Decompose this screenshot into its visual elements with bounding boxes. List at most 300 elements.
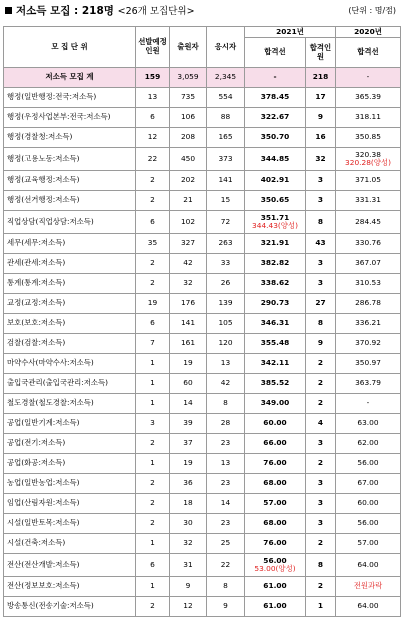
- cell-unit: [4, 454, 136, 474]
- cell-applicants-value: 12: [183, 601, 193, 611]
- cell-pass-2020: [336, 191, 401, 211]
- cell-applicants: [170, 171, 207, 191]
- cell-quota-2021: [306, 414, 336, 434]
- cell-pass-2020-value: 57.00: [357, 538, 379, 548]
- cell-quota-value: 2: [150, 498, 155, 508]
- cell-applicants: [170, 597, 207, 617]
- cell-quota-value: 1: [150, 581, 155, 591]
- cell-quota: [136, 334, 170, 354]
- table-row: [4, 334, 401, 354]
- cell-applicants-value: 37: [183, 438, 193, 448]
- cell-takers-value: 165: [218, 132, 233, 142]
- cell-pass-2021: [245, 254, 306, 274]
- cell-pass-2021: [245, 191, 306, 211]
- cell-quota-2021: [306, 534, 336, 554]
- table-row: [4, 454, 401, 474]
- cell-applicants: [170, 211, 207, 234]
- cell-unit: [4, 274, 136, 294]
- cell-unit: [4, 294, 136, 314]
- cell-quota: [136, 274, 170, 294]
- cell-takers: [207, 414, 245, 434]
- cell-quota: [136, 474, 170, 494]
- cell-unit-value: 세무(세무:저소득): [7, 238, 66, 248]
- cell-applicants: [170, 254, 207, 274]
- cell-quota: [136, 314, 170, 334]
- header-group-2021: 2021년: [245, 27, 336, 38]
- cell-applicants: [170, 108, 207, 128]
- cell-unit: [4, 88, 136, 108]
- cell-unit-value: 직업상담(직업상담:저소득): [7, 216, 94, 226]
- cell-takers-value: 9: [223, 601, 228, 611]
- cell-applicants-value: 141: [180, 318, 196, 328]
- header-quota-text: 선발예정인원: [138, 37, 167, 55]
- cell-pass-2020: [336, 554, 401, 577]
- cell-unit-value: 전산(전산개발:저소득): [7, 559, 80, 569]
- cell-pass-2021: [245, 274, 306, 294]
- cell-pass-2020: [336, 434, 401, 454]
- cell-quota-2021: [306, 354, 336, 374]
- cell-takers: [207, 234, 245, 254]
- cell-quota-value: 35: [147, 238, 158, 248]
- cell-unit-value: 교정(교정:저소득): [7, 298, 66, 308]
- sum-applicants: 3,059: [170, 68, 207, 88]
- cell-quota-2021-value: 8: [317, 318, 324, 328]
- cell-quota-2021-value: 43: [315, 238, 326, 248]
- cell-takers: [207, 211, 245, 234]
- cell-unit: [4, 171, 136, 191]
- table-row: [4, 191, 401, 211]
- cell-quota-2021-value: 3: [317, 478, 324, 488]
- cell-applicants-value: 14: [183, 398, 193, 408]
- table-row: [4, 128, 401, 148]
- cell-quota: [136, 88, 170, 108]
- cell-takers: [207, 494, 245, 514]
- cell-quota-2021-value: 2: [317, 398, 324, 408]
- cell-applicants-value: 176: [180, 298, 196, 308]
- cell-quota: [136, 234, 170, 254]
- table-row: [4, 474, 401, 494]
- cell-applicants-value: 19: [183, 458, 193, 468]
- cell-quota-value: 22: [147, 153, 158, 163]
- sum-quota-2021: 218: [306, 68, 336, 88]
- cell-unit-value: 검찰(검찰:저소득): [7, 338, 66, 348]
- cell-pass-2021-value: 56.00: [263, 555, 287, 565]
- page-title: [16, 3, 195, 18]
- table-row: [4, 108, 401, 128]
- cell-pass-2020-value: 331.31: [355, 195, 381, 205]
- table-row: [4, 414, 401, 434]
- cell-takers: [207, 354, 245, 374]
- cell-applicants: [170, 148, 207, 171]
- pass-2021-note: 344.43(양성): [252, 221, 298, 230]
- header-pass-2020: 합격선: [336, 38, 401, 68]
- cell-quota: [136, 211, 170, 234]
- cell-takers: [207, 434, 245, 454]
- cell-pass-2021: [245, 554, 306, 577]
- cell-applicants: [170, 474, 207, 494]
- cell-unit: [4, 494, 136, 514]
- cell-pass-2021-value: 60.00: [263, 418, 287, 428]
- cell-pass-2020-value: 320.38: [355, 149, 381, 159]
- cell-pass-2020: [336, 414, 401, 434]
- cell-quota-2021-value: 2: [317, 378, 324, 388]
- cell-quota-2021-value: 16: [315, 132, 326, 142]
- cell-quota-2021-value: 1: [317, 601, 324, 611]
- cell-quota-2021-value: 9: [317, 338, 324, 348]
- cell-applicants: [170, 274, 207, 294]
- cell-pass-2020: [336, 88, 401, 108]
- cell-applicants-value: 102: [180, 216, 196, 226]
- table-body: [4, 68, 401, 617]
- cell-applicants: [170, 234, 207, 254]
- cell-pass-2020-value: 363.79: [355, 378, 381, 388]
- cell-quota-2021-value: 3: [317, 438, 324, 448]
- table-row: [4, 554, 401, 577]
- cell-pass-2020: [336, 274, 401, 294]
- cell-takers-value: 15: [220, 195, 231, 205]
- cell-pass-2021-value: 346.31: [260, 318, 290, 328]
- cell-applicants: [170, 394, 207, 414]
- cell-pass-2020-value: 56.00: [357, 458, 379, 468]
- cell-takers-value: 373: [218, 153, 233, 163]
- cell-pass-2020: [336, 354, 401, 374]
- cell-pass-2020-value: 64.00: [357, 601, 379, 611]
- cell-pass-2020-value: 60.00: [357, 498, 379, 508]
- table-row: [4, 394, 401, 414]
- cell-quota-value: 13: [147, 92, 158, 102]
- cell-quota: [136, 354, 170, 374]
- cell-quota-value: 2: [150, 518, 155, 528]
- table-row: [4, 211, 401, 234]
- cell-quota-value: 2: [150, 175, 155, 185]
- cell-unit-value: 행정(선거행정:저소득): [7, 195, 80, 205]
- cell-takers-value: 263: [218, 238, 233, 248]
- table-row: [4, 434, 401, 454]
- cell-takers-value: 22: [220, 559, 231, 569]
- cell-pass-2021-value: 322.67: [260, 112, 290, 122]
- cell-pass-2021-value: 385.52: [260, 378, 290, 388]
- cell-pass-2021-value: 61.00: [263, 601, 287, 611]
- header-quota-2021: [306, 38, 336, 68]
- table-row: [4, 88, 401, 108]
- cell-pass-2021-value: 338.62: [260, 278, 290, 288]
- cell-pass-2021: [245, 294, 306, 314]
- cell-applicants-value: 32: [183, 538, 193, 548]
- cell-unit: [4, 597, 136, 617]
- cell-applicants-value: 161: [180, 338, 196, 348]
- cell-takers-value: 23: [220, 438, 231, 448]
- cell-unit: [4, 254, 136, 274]
- cell-unit-value: 행정(경찰청:저소득): [7, 132, 73, 142]
- cell-quota-value: 6: [150, 216, 155, 226]
- cell-pass-2020-value: 286.78: [355, 298, 381, 308]
- cell-unit: [4, 554, 136, 577]
- cell-unit: [4, 394, 136, 414]
- sum-row: [4, 68, 401, 88]
- table-row: [4, 314, 401, 334]
- cell-quota: [136, 534, 170, 554]
- cell-pass-2021-value: 57.00: [263, 498, 287, 508]
- cell-applicants: [170, 494, 207, 514]
- sum-quota: 159: [136, 68, 170, 88]
- cell-quota: [136, 494, 170, 514]
- cell-quota-value: 2: [150, 601, 155, 611]
- cell-pass-2020-value: 350.97: [355, 358, 381, 368]
- cell-quota-value: 19: [147, 298, 158, 308]
- cell-pass-2021-value: 61.00: [263, 581, 287, 591]
- cell-unit: [4, 234, 136, 254]
- cell-pass-2021-value: 342.11: [260, 358, 290, 368]
- cell-unit-value: 관세(관세:저소득): [7, 258, 66, 268]
- cell-takers: [207, 394, 245, 414]
- cell-quota: [136, 394, 170, 414]
- cell-quota-2021: [306, 514, 336, 534]
- cell-quota-2021: [306, 88, 336, 108]
- cell-pass-2020: [336, 394, 401, 414]
- cell-takers: [207, 597, 245, 617]
- cell-takers: [207, 514, 245, 534]
- header-takers: 응시자: [207, 27, 245, 68]
- cell-unit-value: 마약수사(마약수사:저소득): [7, 358, 94, 368]
- cell-unit-value: 공업(화공:저소득): [7, 458, 66, 468]
- cell-pass-2021-value: 382.82: [260, 258, 290, 268]
- cell-applicants: [170, 414, 207, 434]
- unit-note: (단위 : 명/점): [348, 6, 396, 15]
- table-row: [4, 534, 401, 554]
- cell-pass-2020: [336, 597, 401, 617]
- table-row: [4, 274, 401, 294]
- cell-pass-2021: [245, 494, 306, 514]
- table-row: [4, 354, 401, 374]
- cell-quota-value: 3: [150, 418, 155, 428]
- cell-applicants: [170, 88, 207, 108]
- cell-pass-2021: [245, 514, 306, 534]
- cell-takers-value: 105: [218, 318, 233, 328]
- cell-pass-2021: [245, 374, 306, 394]
- pass-2020-note: 320.28(양성): [345, 158, 391, 167]
- cell-applicants: [170, 514, 207, 534]
- header-unit: 모 집 단 위: [4, 27, 136, 68]
- cell-quota-2021-value: 3: [317, 195, 324, 205]
- cell-quota: [136, 554, 170, 577]
- table-row: [4, 171, 401, 191]
- cell-quota-2021-value: 32: [315, 153, 326, 163]
- cell-unit: [4, 148, 136, 171]
- cell-takers-value: 26: [220, 278, 231, 288]
- cell-unit-value: 행정(교육행정:저소득): [7, 175, 80, 185]
- cell-quota: [136, 108, 170, 128]
- cell-unit: [4, 354, 136, 374]
- sum-takers: 2,345: [207, 68, 245, 88]
- cell-pass-2020-value: 284.45: [355, 216, 381, 226]
- cell-takers-value: 8: [223, 581, 228, 591]
- cell-takers: [207, 454, 245, 474]
- cell-pass-2021: [245, 474, 306, 494]
- cell-quota-value: 6: [150, 112, 155, 122]
- cell-quota-value: 1: [150, 458, 155, 468]
- cell-unit: [4, 191, 136, 211]
- cell-pass-2021-value: 68.00: [263, 478, 287, 488]
- cell-quota-2021-value: 3: [317, 258, 324, 268]
- cell-quota-value: 2: [150, 195, 155, 205]
- cell-pass-2020-value: 56.00: [357, 518, 379, 528]
- cell-pass-2020-value: -: [366, 398, 370, 408]
- cell-pass-2021-value: 66.00: [263, 438, 287, 448]
- cell-pass-2020-value: 350.85: [355, 132, 381, 142]
- cell-unit-value: 농업(일반농업:저소득): [7, 478, 80, 488]
- table-row: [4, 514, 401, 534]
- cell-quota: [136, 514, 170, 534]
- cell-quota-2021: [306, 494, 336, 514]
- cell-unit: [4, 314, 136, 334]
- cell-quota-2021: [306, 191, 336, 211]
- cell-pass-2020-value: 63.00: [357, 418, 379, 428]
- cell-pass-2020-value: 330.76: [355, 238, 381, 248]
- cell-takers: [207, 554, 245, 577]
- cell-applicants: [170, 191, 207, 211]
- cell-quota-2021-value: 3: [317, 498, 324, 508]
- cell-applicants-value: 327: [180, 238, 196, 248]
- cell-takers-value: 33: [220, 258, 231, 268]
- cell-applicants: [170, 334, 207, 354]
- cell-takers: [207, 274, 245, 294]
- cell-takers: [207, 374, 245, 394]
- title-text: 저소득 모집 : 218명: [16, 5, 114, 17]
- cell-takers-value: 42: [220, 378, 231, 388]
- cell-pass-2020: [336, 534, 401, 554]
- cell-quota-value: 1: [150, 358, 155, 368]
- table-row: [4, 494, 401, 514]
- cell-quota-2021: [306, 274, 336, 294]
- cell-takers-value: 72: [220, 216, 231, 226]
- cell-applicants-value: 450: [180, 153, 196, 163]
- cell-quota: [136, 254, 170, 274]
- cell-quota-value: 2: [150, 258, 155, 268]
- cell-applicants: [170, 554, 207, 577]
- cell-quota-value: 7: [150, 338, 155, 348]
- cell-quota: [136, 414, 170, 434]
- cell-pass-2020-value: 62.00: [357, 438, 379, 448]
- cell-unit: [4, 534, 136, 554]
- cell-quota-2021-value: 3: [317, 278, 324, 288]
- cell-quota-value: 2: [150, 278, 155, 288]
- cell-unit: [4, 434, 136, 454]
- cell-pass-2020: [336, 334, 401, 354]
- cell-quota-2021: [306, 148, 336, 171]
- cell-applicants-value: 31: [183, 559, 193, 569]
- cell-quota-value: 1: [150, 398, 155, 408]
- cell-pass-2021-value: 349.00: [260, 398, 290, 408]
- cell-pass-2020: [336, 474, 401, 494]
- cell-quota-2021-value: 2: [317, 458, 324, 468]
- table-row: [4, 234, 401, 254]
- cell-quota-2021-value: 3: [317, 175, 324, 185]
- cell-unit-value: 출입국관리(출입국관리:저소득): [7, 378, 109, 388]
- table-row: [4, 294, 401, 314]
- cell-pass-2020-value: 64.00: [357, 559, 379, 569]
- cell-takers: [207, 334, 245, 354]
- cell-quota: [136, 294, 170, 314]
- cell-pass-2021-value: 351.71: [260, 212, 290, 222]
- cell-takers: [207, 474, 245, 494]
- cell-quota-value: 1: [150, 378, 155, 388]
- cell-takers-value: 23: [220, 478, 231, 488]
- cell-unit-value: 공업(전기:저소득): [7, 438, 66, 448]
- cell-unit-value: 시설(건축:저소득): [7, 538, 66, 548]
- cell-takers: [207, 254, 245, 274]
- header-quota: [136, 27, 170, 68]
- cell-applicants: [170, 434, 207, 454]
- table-row: [4, 254, 401, 274]
- cell-applicants: [170, 294, 207, 314]
- cell-pass-2021-value: 321.91: [260, 238, 290, 248]
- cell-applicants: [170, 354, 207, 374]
- cell-takers-value: 554: [218, 92, 233, 102]
- cell-takers-value: 14: [220, 498, 231, 508]
- cell-pass-2020-value: 365.39: [355, 92, 381, 102]
- cell-quota-2021: [306, 434, 336, 454]
- cell-pass-2020: [336, 234, 401, 254]
- cell-takers-value: 120: [218, 338, 233, 348]
- cell-unit-value: 행정(우정사업본부:전국:저소득): [7, 112, 111, 122]
- cell-quota: [136, 191, 170, 211]
- cell-unit: [4, 334, 136, 354]
- cell-quota: [136, 128, 170, 148]
- cell-quota: [136, 171, 170, 191]
- cell-takers: [207, 128, 245, 148]
- cell-takers: [207, 191, 245, 211]
- cell-pass-2021: [245, 128, 306, 148]
- cell-pass-2021-value: 290.73: [260, 298, 290, 308]
- cell-quota-value: 6: [150, 559, 155, 569]
- cell-applicants: [170, 454, 207, 474]
- cell-applicants-value: 42: [183, 258, 193, 268]
- cell-pass-2020-value: 367.07: [355, 258, 381, 268]
- cell-quota-2021: [306, 294, 336, 314]
- recruitment-table: [3, 26, 401, 617]
- cell-quota-value: 2: [150, 478, 155, 488]
- cell-quota-value: 1: [150, 538, 155, 548]
- sum-pass-2020: -: [336, 68, 401, 88]
- cell-quota-2021-value: 2: [317, 358, 324, 368]
- cell-pass-2021: [245, 414, 306, 434]
- cell-pass-2020: [336, 171, 401, 191]
- cell-applicants-value: 30: [183, 518, 193, 528]
- cell-quota-2021: [306, 334, 336, 354]
- cell-quota-2021: [306, 314, 336, 334]
- cell-unit-value: 방송통신(전송기술:저소득): [7, 601, 94, 611]
- cell-pass-2020: [336, 254, 401, 274]
- cell-pass-2021-value: 76.00: [263, 538, 287, 548]
- table-row: [4, 374, 401, 394]
- cell-pass-2020: [336, 148, 401, 171]
- cell-pass-2021: [245, 88, 306, 108]
- cell-takers-value: 8: [223, 398, 228, 408]
- cell-pass-2020: [336, 211, 401, 234]
- cell-takers: [207, 171, 245, 191]
- cell-unit-value: 행정(일반행정:전국:저소득): [7, 92, 97, 102]
- cell-pass-2020: [336, 128, 401, 148]
- cell-pass-2020: [336, 314, 401, 334]
- cell-applicants-value: 9: [185, 581, 191, 591]
- cell-applicants-value: 106: [180, 112, 196, 122]
- cell-takers: [207, 294, 245, 314]
- cell-quota-2021: [306, 374, 336, 394]
- cell-pass-2021: [245, 394, 306, 414]
- table-row: [4, 597, 401, 617]
- cell-takers-value: 25: [220, 538, 231, 548]
- cell-pass-2021-value: 68.00: [263, 518, 287, 528]
